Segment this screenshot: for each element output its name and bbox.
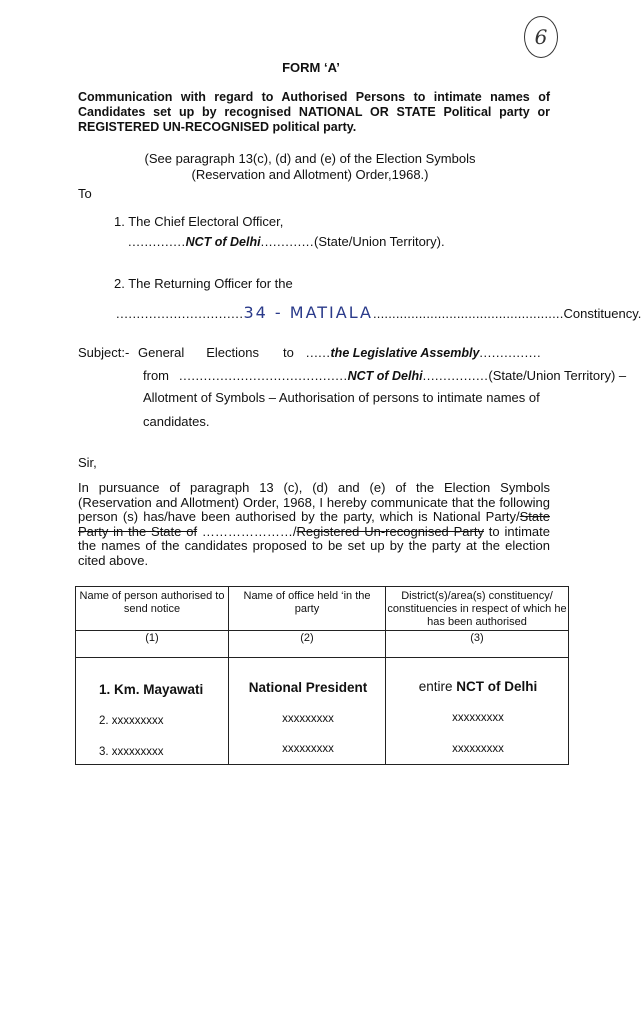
table-row: National President [248, 680, 368, 695]
recipient-1-line: ..............NCT of Delhi.............(State/Union Territory). [128, 234, 445, 249]
constituency-handwritten: 34 - MATIALA [243, 303, 373, 322]
body-paragraph: In pursuance of paragraph 13 (c), (d) and (e) of the Election Symbols (Reservation and Allotment) Order, 1968, I hereby communicate that the following person (s) has/have been authorised by the party, which is National Party/State Party in the State of …………………/Registered Un-recognised Party to intimate the names of the candidates proposed to be set up by the party at the election cited above. [78, 480, 550, 568]
table-header-cell: Name of person authorised to send notice [76, 587, 229, 631]
subject-line-1: General Elections to ......the Legislative Assembly............... [138, 345, 542, 360]
reference-line-2: (Reservation and Allotment) Order,1968.) [191, 167, 429, 182]
table-header-row [76, 587, 569, 631]
subject-line-4: candidates. [143, 414, 210, 429]
election-type: the Legislative Assembly [330, 346, 480, 360]
form-heading: Communication with regard to Authorised Persons to intimate names of Candidates set up by recognised NATIONAL OR STATE Political party or REGISTERED UN-RECOGNISED political party. [78, 90, 550, 134]
subject-line-2: from .........................................NCT of Delhi................(State/Union Territory) – [143, 368, 627, 383]
page-number-stamp: 6 [524, 16, 558, 58]
table-row: xxxxxxxxx [452, 712, 504, 724]
area-cell [386, 658, 569, 765]
struck-state-party: State Party in the State of [78, 509, 550, 539]
reference-note [100, 151, 520, 183]
recipient-1-label: 1. The Chief Electoral Officer, [114, 214, 284, 229]
table-header-cell: Name of office held ‘in the party [229, 587, 386, 631]
table-row: 3. xxxxxxxxx [99, 746, 164, 758]
office-cell [229, 658, 386, 765]
table-row: xxxxxxxxx [282, 713, 334, 725]
reference-line-1: (See paragraph 13(c), (d) and (e) of the Election Symbols [144, 151, 476, 166]
table-row: entire NCT of Delhi [418, 679, 538, 694]
recipient-2-line: ...............................34 - MATIALA..................................................Constituency. [116, 303, 641, 322]
recipient-1-state: NCT of Delhi [185, 235, 261, 249]
column-number: (2) [229, 631, 386, 658]
subject-line-3: Allotment of Symbols – Authorisation of persons to intimate names of [143, 390, 540, 405]
struck-unrecognised-party: Registered Un-recognised Party [296, 523, 484, 539]
column-number: (1) [76, 631, 229, 658]
subject-state: NCT of Delhi [347, 369, 423, 383]
salutation: Sir, [78, 455, 97, 470]
table-row: xxxxxxxxx [452, 743, 504, 755]
subject-label: Subject:- [78, 345, 130, 360]
form-title: FORM ‘A’ [282, 60, 340, 75]
recipient-2-label: 2. The Returning Officer for the [114, 276, 293, 291]
to-label: To [78, 186, 92, 201]
authorisation-table [75, 586, 569, 765]
table-row: 1. Km. Mayawati [99, 682, 204, 697]
column-number: (3) [386, 631, 569, 658]
table-number-row [76, 631, 569, 658]
table-row: xxxxxxxxx [282, 743, 334, 755]
table-header-cell: District(s)/area(s) constituency/ constituencies in respect of which he has been authorised [386, 587, 569, 631]
table-body-row [76, 658, 569, 765]
names-cell [76, 658, 229, 765]
table-row: 2. xxxxxxxxx [99, 715, 164, 727]
